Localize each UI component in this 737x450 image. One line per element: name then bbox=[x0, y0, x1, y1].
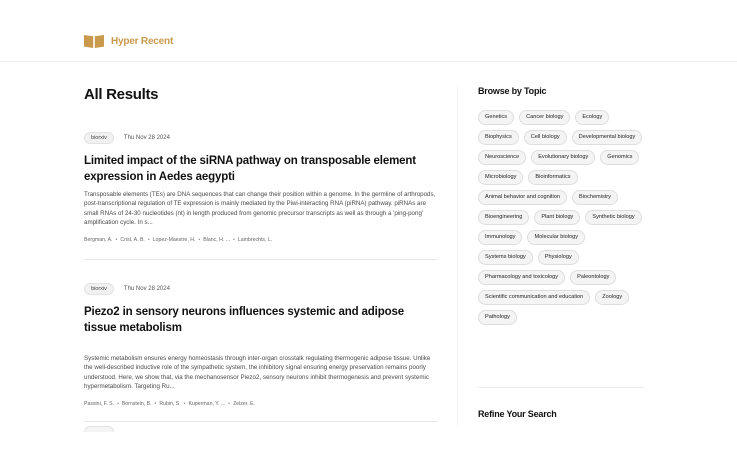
bullet-separator: • bbox=[116, 401, 119, 407]
result-date: Thu Nov 28 2024 bbox=[123, 286, 170, 292]
result-meta bbox=[84, 132, 170, 144]
bullet-separator: • bbox=[233, 237, 235, 243]
topic-chip[interactable]: Ecology bbox=[575, 110, 609, 125]
bullet-separator: • bbox=[228, 401, 231, 407]
topic-chip[interactable]: Plant biology bbox=[534, 210, 580, 225]
topic-chip[interactable]: Synthetic biology bbox=[585, 210, 641, 225]
results-list bbox=[84, 124, 437, 422]
sidebar bbox=[478, 86, 648, 330]
logo-text: Hyper Recent bbox=[111, 35, 174, 47]
topic-chip[interactable]: Cell biology bbox=[524, 130, 567, 145]
open-book-icon bbox=[84, 34, 104, 48]
topic-chip[interactable]: Bioengineering bbox=[478, 210, 529, 225]
topic-chip[interactable]: Microbiology bbox=[478, 170, 523, 185]
column-divider bbox=[457, 86, 458, 426]
topic-chip[interactable]: Zoology bbox=[595, 290, 629, 305]
topic-chip[interactable]: Molecular biology bbox=[527, 230, 585, 245]
author: Blanc, H. ... bbox=[203, 237, 231, 243]
topic-chip[interactable]: Cancer biology bbox=[519, 110, 570, 125]
browse-topic-title: Browse by Topic bbox=[478, 86, 547, 96]
bullet-separator: • bbox=[115, 237, 118, 243]
topic-chip[interactable]: Paleontology bbox=[570, 270, 616, 285]
result-abstract: Systemic metabolism ensures energy homeostasis through inter-organ crosstalk regulating thermogenic adipose tissue. Unlike the well-described inductive role of the sympathetic system, the inhibitory signal ensuring energy preservation remains poorly understood. Here, we show that, via the mechanosensor Piezo2, sensory neurons inhibit thermogenesis and prevent systemic hypermetabolism. Targeting Ru... bbox=[84, 355, 431, 391]
author: Passini, F. S. bbox=[84, 401, 114, 407]
bullet-separator: • bbox=[183, 401, 186, 407]
result-authors bbox=[84, 401, 255, 407]
result-item bbox=[84, 275, 437, 422]
result-authors bbox=[84, 237, 272, 243]
page-title: All Results bbox=[84, 86, 159, 103]
author: Bornstein, B. bbox=[121, 401, 152, 407]
bullet-separator: • bbox=[198, 237, 201, 243]
topic-chip[interactable]: Immunology bbox=[478, 230, 522, 245]
topic-chip[interactable]: Scientific communication and education bbox=[478, 290, 590, 305]
topic-chip-list bbox=[478, 110, 648, 330]
result-meta bbox=[84, 283, 170, 295]
source-badge[interactable]: biorxiv bbox=[84, 283, 114, 295]
bullet-separator: • bbox=[147, 237, 150, 243]
result-title[interactable]: Limited impact of the siRNA pathway on transposable element expression in Aedes aegypti bbox=[84, 155, 416, 183]
author: Crist, A. B. bbox=[120, 237, 145, 243]
refine-search-title: Refine Your Search bbox=[478, 409, 557, 419]
author: Zelzer, E. bbox=[233, 401, 255, 407]
result-item bbox=[84, 124, 437, 260]
result-title[interactable]: Piezo2 in sensory neurons influences systemic and adipose tissue metabolism bbox=[84, 306, 404, 334]
topic-chip[interactable]: Developmental biology bbox=[572, 130, 643, 145]
author: Rubin, S. bbox=[159, 401, 181, 407]
topic-chip[interactable]: Systems biology bbox=[478, 250, 533, 265]
topic-chip[interactable]: Pathology bbox=[478, 310, 517, 325]
author: Kuperman, Y. ... bbox=[188, 401, 226, 407]
topic-chip[interactable]: Neuroscience bbox=[478, 150, 526, 165]
bullet-separator: • bbox=[154, 401, 157, 407]
topic-chip[interactable]: Genomics bbox=[600, 150, 639, 165]
topic-chip[interactable]: Biochemistry bbox=[572, 190, 618, 205]
topic-chip[interactable]: Animal behavior and cognition bbox=[478, 190, 567, 205]
topic-chip[interactable]: Pharmacology and toxicology bbox=[478, 270, 565, 285]
result-abstract: Transposable elements (TEs) are DNA sequences that can change their position within a genome. In the germline of arthropods, post-transcriptional regulation of TE expression is mainly mediated by the Piwi-interacting RNA (piRNA) pathway. piRNAs are small RNAs of 24-30 nucleotides (nt) in length produced from genomic precursor transcripts as well as through a 'ping-pong' amplification cycle. In s... bbox=[84, 191, 436, 227]
author: Lopez-Maestre, H. bbox=[152, 237, 196, 243]
logo[interactable] bbox=[84, 34, 173, 48]
topic-chip[interactable]: Biophysics bbox=[478, 130, 519, 145]
topic-chip[interactable]: Physiology bbox=[538, 250, 579, 265]
sidebar-divider bbox=[478, 387, 644, 388]
next-result-badge bbox=[84, 426, 114, 432]
result-date: Thu Nov 28 2024 bbox=[123, 135, 170, 141]
author: Bergman, A. bbox=[84, 237, 113, 243]
topic-chip[interactable]: Bioinformatics bbox=[528, 170, 577, 185]
topic-chip[interactable]: Genetics bbox=[478, 110, 514, 125]
topic-chip[interactable]: Evolutionary biology bbox=[531, 150, 595, 165]
author: Lambrechts, L. bbox=[237, 237, 273, 243]
top-header bbox=[0, 0, 737, 62]
source-badge[interactable]: biorxiv bbox=[84, 132, 114, 144]
